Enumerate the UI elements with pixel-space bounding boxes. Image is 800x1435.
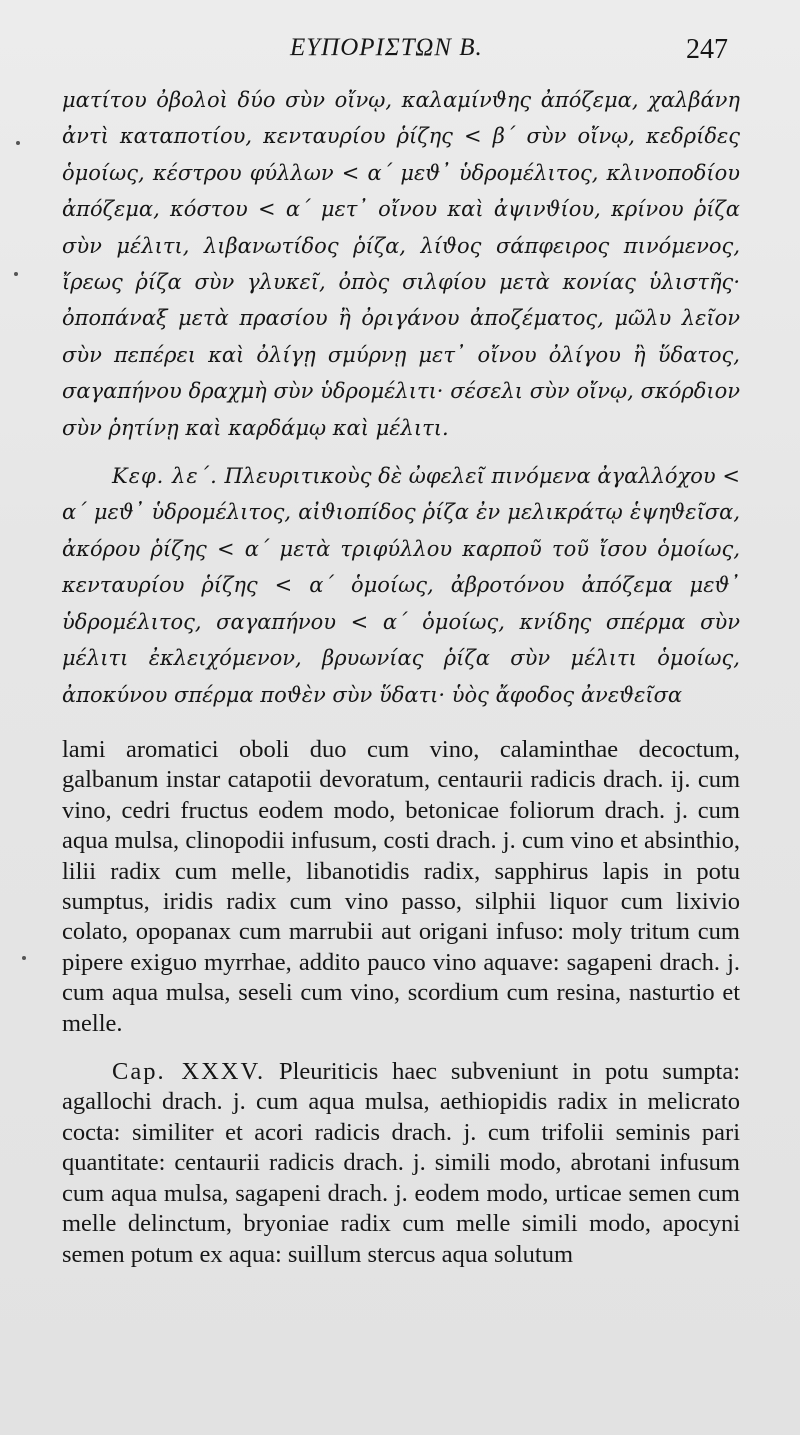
paper-speck bbox=[14, 272, 18, 276]
greek-chapter-text: Πλευριτικοὺς δὲ ὠφελεῖ πινόμενα ἀγαλλόχου < α΄ μεϑ᾽ ὑδρομέλιτος, αἰϑιοπίδος ῥίζα ἐν μελικράτῳ ἑψηϑεῖσα, ἀκόρου ῥίζης < α΄ μετὰ τριφύλλου καρποῦ τοῦ ἴσου ὁμοίως, κενταυρίου ῥίζης < α΄ ὁμοίως, ἀβροτόνου ἀπόζεμα μεϑ᾽ ὑδρομέλιτος, σαγαπήνου < α΄ ὁμοίως, κνίδης σπέρμα σὺν μέλιτι ἐκλειχόμενον, βρυωνίας ῥίζα σὺν μέλιτι ὁμοίως, ἀποκύνου σπέρμα ποϑὲν σὺν ὕδατι· ὑὸς ἄφοδος ἀνεϑεῖσα bbox=[62, 464, 740, 707]
running-title: ΕΥΠΟΡΙΣΤΩΝ Β. bbox=[290, 34, 483, 61]
paper-speck bbox=[16, 141, 20, 145]
page-header bbox=[0, 34, 800, 70]
latin-chapter-text: Pleuriticis haec subveniunt in potu sumpta: agallochi drach. j. cum aqua mulsa, aethiopidis radix in melicrato cocta: similiter et acori radicis drach. j. cum trifolii seminis pari quantitate: centaurii radicis drach. j. simili modo, abrotani infusum cum aqua mulsa, sagapeni drach. j. eodem modo, urticae semen cum melle delinctum, bryoniae radix cum melle simili modo, apocyni semen potum ex aqua: suillum stercus aqua solutum bbox=[62, 1058, 740, 1268]
latin-chapter-paragraph bbox=[62, 1057, 740, 1270]
latin-chapter-label: Cap. XXXV. bbox=[112, 1058, 266, 1086]
greek-chapter-paragraph bbox=[62, 458, 740, 713]
latin-paragraph: lami aromatici oboli duo cum vino, calaminthae decoctum, galbanum instar catapotii devoratum, centaurii radicis drach. ij. cum vino, cedri fructus eodem modo, betonicae foliorum drach. j. cum aqua mulsa, clinopodii infusum, costi drach. j. cum vino et absinthio, lilii radix cum melle, libanotidis radix, sapphirus lapis in potu sumptus, iridis radix cum vino passo, silphii liquor cum lixivio colato, opopanax cum marrubii aut origani infuso: moly tritum cum pipere exiguo myrrhae, addito pauco vino aquave: sagapeni drach. j. cum aqua mulsa, seseli cum vino, scordium cum resina, nasturtio et melle. bbox=[62, 736, 740, 1037]
page-number: 247 bbox=[686, 34, 728, 65]
latin-text-block bbox=[62, 735, 740, 1270]
greek-paragraph: ματίτου ὀβολοὶ δύο σὺν οἴνῳ, καλαμίνϑης ἀπόζεμα, χαλβάνη ἀντὶ καταποτίου, κενταυρίου ῥίζης < β΄ σὺν οἴνῳ, κεδρίδες ὁμοίως, κέστρου φύλλων < α΄ μεϑ᾽ ὑδρομέλιτος, κλινοποδίου ἀπόζεμα, κόστου < α΄ μετ᾽ οἴνου καὶ ἀψινϑίου, κρίνου ῥίζα σὺν μέλιτι, λιβανωτίδος ῥίζα, λίϑος σάπφειρος πινόμενος, ἴρεως ῥίζα σὺν γλυκεῖ, ὀπὸς σιλφίου μετὰ κονίας ὑλιστῆς· ὀποπάναξ μετὰ πρασίου ἢ ὀριγάνου ἀποζέματος, μῶλυ λεῖον σὺν πεπέρει καὶ ὀλίγῃ σμύρνῃ μετ᾽ οἴνου ὀλίγου ἢ ὕδατος, σαγαπήνου δραχμὴ σὺν ὑδρομέλιτι· σέσελι σὺν οἴνῳ, σκόρδιον σὺν ῥητίνῃ καὶ καρδάμῳ καὶ μέλιτι. bbox=[62, 88, 740, 440]
greek-text-block bbox=[62, 82, 740, 713]
greek-chapter-label: Κεφ. λε΄. bbox=[112, 464, 218, 489]
paper-speck bbox=[22, 956, 26, 960]
